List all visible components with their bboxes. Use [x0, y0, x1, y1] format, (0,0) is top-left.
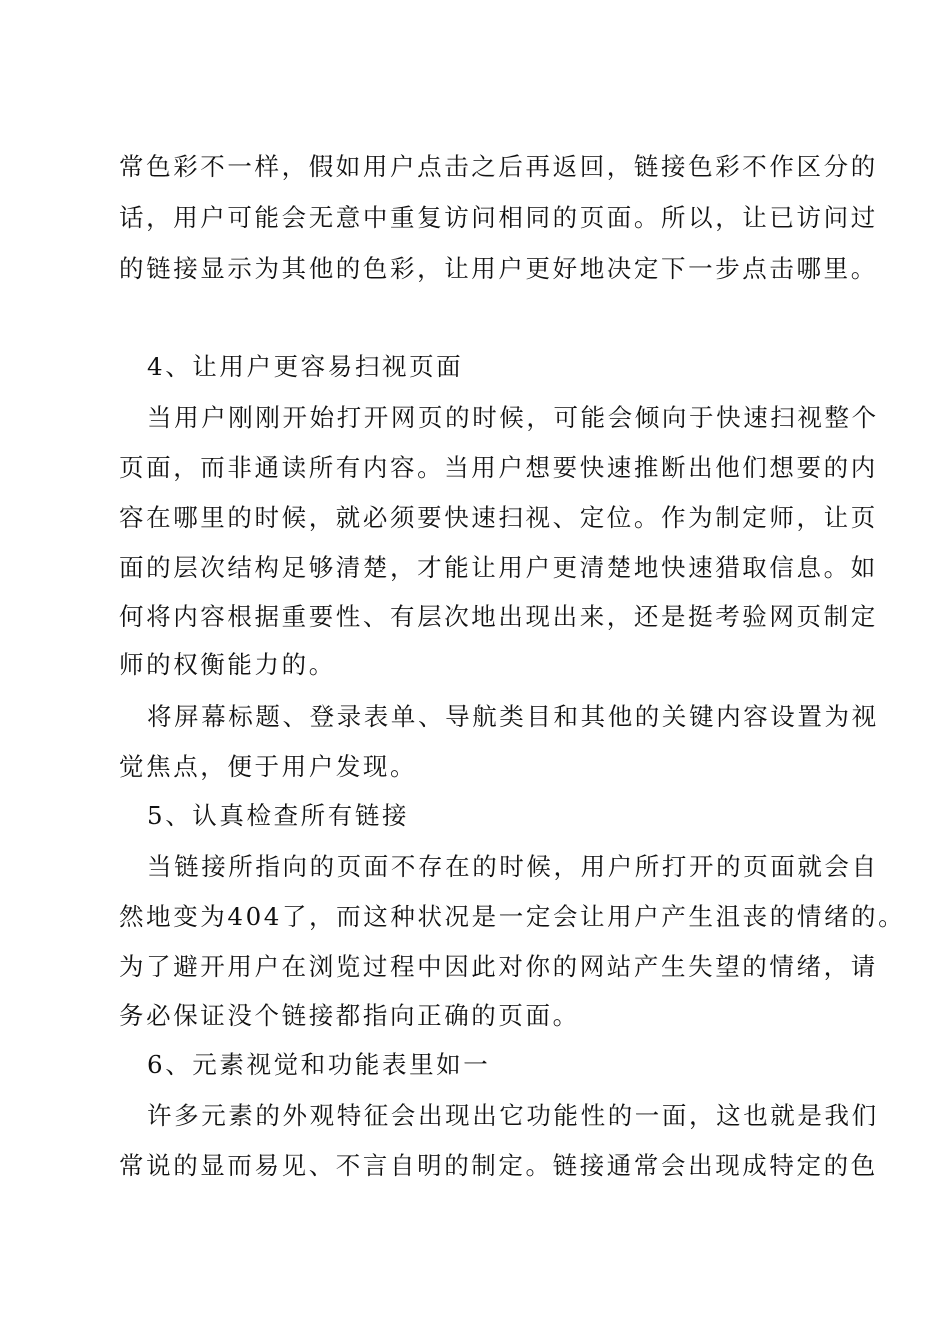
body-text-line: 当用户刚刚开始打开网页的时候，可能会倾向于快速扫视整个: [147, 403, 879, 432]
body-text-line: 务必保证没个链接都指向正确的页面。: [119, 1001, 580, 1030]
body-text-line: 为了避开用户在浏览过程中因此对你的网站产生失望的情绪，请: [119, 952, 878, 981]
body-text-line: 当链接所指向的页面不存在的时候，用户所打开的页面就会自: [147, 852, 879, 881]
body-text-line: 将屏幕标题、登录表单、导航类目和其他的关键内容设置为视: [147, 702, 879, 731]
body-text-line: 觉焦点，便于用户发现。: [119, 752, 418, 781]
body-text-line: 常说的显而易见、不言自明的制定。链接通常会出现成特定的色: [119, 1151, 878, 1180]
section-heading-4: 4、让用户更容易扫视页面: [147, 352, 464, 381]
section-heading-5: 5、认真检查所有链接: [147, 801, 410, 830]
body-text-line: 师的权衡能力的。: [119, 650, 336, 679]
body-text-line: 页面，而非通读所有内容。当用户想要快速推断出他们想要的内: [119, 453, 878, 482]
body-text-line: 面的层次结构足够清楚，才能让用户更清楚地快速猎取信息。如: [119, 553, 878, 582]
body-text-line: 何将内容根据重要性、有层次地出现出来，还是挺考验网页制定: [119, 602, 878, 631]
section-heading-6: 6、元素视觉和功能表里如一: [147, 1050, 491, 1079]
body-text-line: 的链接显示为其他的色彩，让用户更好地决定下一步点击哪里。: [119, 254, 878, 283]
body-text-line: 许多元素的外观特征会出现出它功能性的一面，这也就是我们: [147, 1101, 879, 1130]
body-text-line: 话，用户可能会无意中重复访问相同的页面。所以，让已访问过: [119, 203, 878, 232]
body-text-line: 常色彩不一样，假如用户点击之后再返回，链接色彩不作区分的: [119, 152, 878, 181]
body-text-line: 然地变为404了，而这种状况是一定会让用户产生沮丧的情绪的。: [119, 902, 906, 931]
body-text-line: 容在哪里的时候，就必须要快速扫视、定位。作为制定师，让页: [119, 503, 878, 532]
